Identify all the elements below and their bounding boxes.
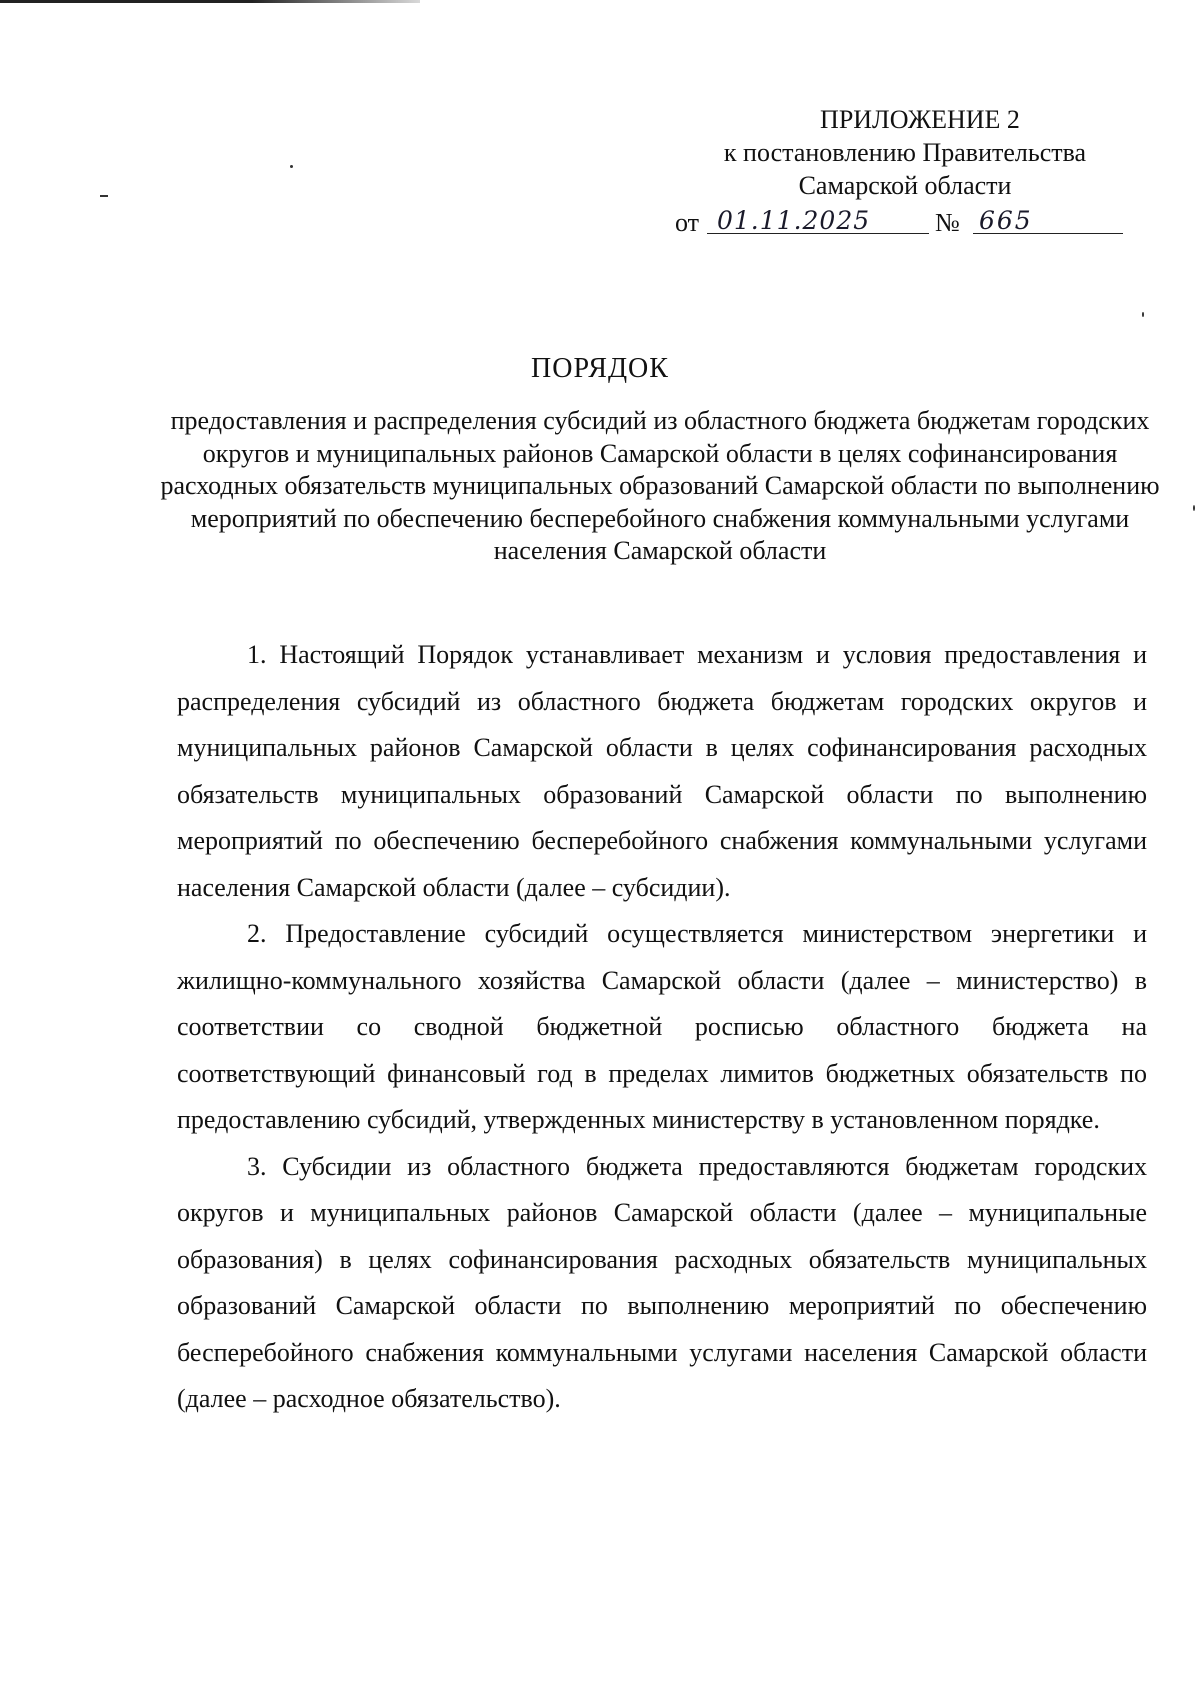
scan-speck (1193, 505, 1195, 511)
scan-edge-mark (0, 0, 420, 3)
document-subtitle: предоставления и распределения субсидий из областного бюджета бюджетам городских округов и муниципальных районов Самарской области в целях софинансирования расходных обязательств муниципальных образований Самарской области по выполнению мероприятий по обеспечению бесперебойного снабжения коммунальными услугами населения Самарской области (160, 406, 1160, 565)
document-body (177, 632, 1147, 1423)
appendix-region-line: Самарской области (798, 171, 1012, 200)
document-title: ПОРЯДОК (531, 353, 669, 384)
appendix-number: ПРИЛОЖЕНИЕ 2 (820, 105, 1020, 134)
paragraph-3: 3. Субсидии из областного бюджета предоставляются бюджетам городских округов и муниципальных районов Самарской области (далее – муниципальные образования) в целях софинансирования расходных обязательств муниципальных образований Самарской области по выполнению мероприятий по обеспечению бесперебойного снабжения коммунальными услугами населения Самарской области (далее – расходное обязательство). (177, 1151, 1147, 1413)
appendix-header (665, 103, 1145, 240)
decree-date-handwritten: 01.11.2025 (707, 204, 929, 234)
scan-speck (290, 165, 293, 168)
paragraph-2: 2. Предоставление субсидий осуществляется министерством энергетики и жилищно-коммунального хозяйства Самарской области (далее – министерство) в соответствии со сводной бюджетной росписью областного бюджета на соответствующий финансовый год в пределах лимитов бюджетных обязательств по предоставлению субсидий, утвержденных министерству в установленном порядке. (177, 919, 1147, 1134)
scan-speck (100, 195, 108, 197)
date-label: от (675, 208, 700, 237)
number-label: № (935, 208, 960, 237)
decree-date-number-line (665, 204, 1145, 240)
appendix-decree-line: к постановлению Правительства (723, 138, 1087, 167)
scan-speck (1142, 312, 1144, 317)
paragraph-1: 1. Настоящий Порядок устанавливает механизм и условия предоставления и распределения субсидий из областного бюджета бюджетам городских округов и муниципальных районов Самарской области в целях софинансирования расходных обязательств муниципальных образований Самарской области по выполнению мероприятий по обеспечению бесперебойного снабжения коммунальными услугами населения Самарской области (далее – субсидии). (177, 640, 1147, 902)
decree-number-handwritten: 665 (973, 204, 1123, 234)
